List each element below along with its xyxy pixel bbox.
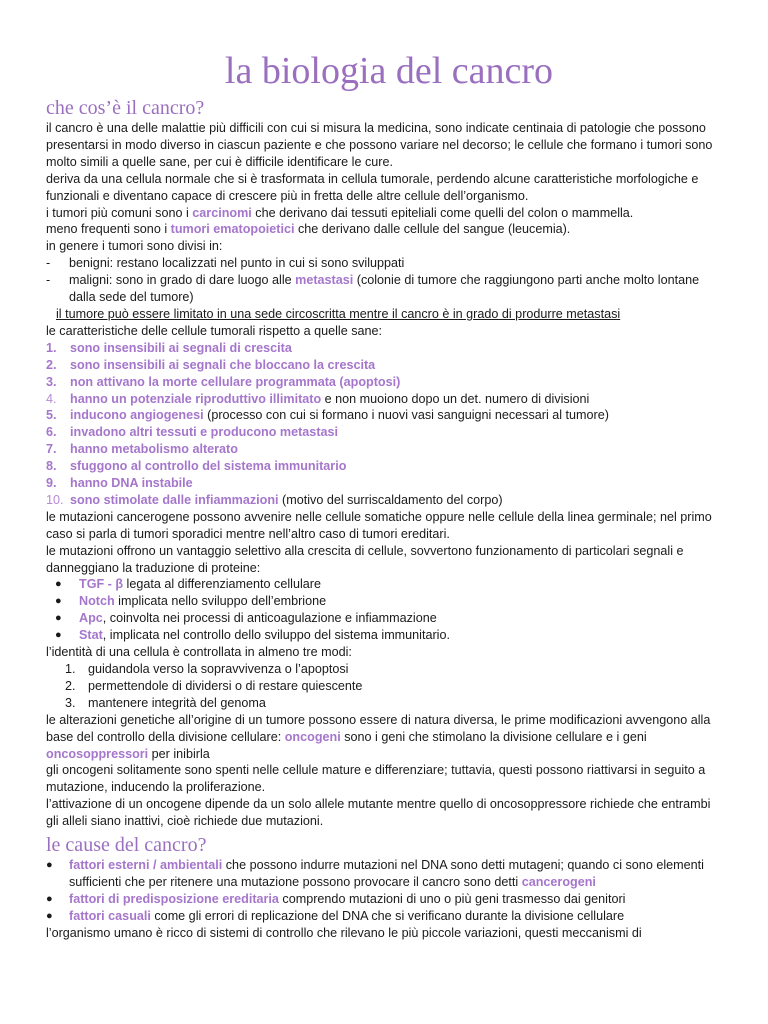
trait-item — [46, 492, 724, 509]
paragraph — [46, 205, 724, 222]
traits-list — [46, 340, 724, 509]
protein-desc: , implicata nel controllo dello sviluppo del sistema immunitario. — [102, 628, 450, 643]
mode-text: permettendole di dividersi o di restare quiescente — [88, 678, 363, 693]
paragraph: gli oncogeni solitamente sono spenti nelle cellule mature e differenziare; tuttavia, questi possono riattivarsi in seguito a mutazione, inducendo la proliferazione. — [46, 763, 706, 795]
highlight-term: oncosoppressori — [46, 746, 149, 761]
text: per inibirla — [148, 746, 210, 761]
text: che derivano dalle cellule del sangue (leucemia). — [294, 222, 571, 237]
causes-list — [46, 857, 724, 925]
protein-desc: legata al differenziamento cellulare — [123, 577, 321, 592]
highlight-term: carcinomi — [192, 205, 252, 220]
cause-label: fattori esterni / ambientali — [69, 858, 223, 873]
bullet-dot: ● — [46, 892, 53, 905]
trait-item — [46, 374, 724, 391]
bullet-dot: ● — [55, 595, 62, 608]
cause-desc: che possono indurre mutazioni nel DNA sono detti mutageni; quando ci sono elementi sufficienti che per ritenere una mutazione possono provocare il cancro sono detti — [69, 858, 704, 889]
trait-label: inducono angiogenesi — [70, 408, 204, 423]
section-heading-what-is-cancer: che cos’è il cancro? — [46, 97, 205, 119]
trait-label: sfuggono al controllo del sistema immunitario — [70, 459, 347, 474]
trait-label: invadono altri tessuti e producono metastasi — [70, 425, 339, 440]
trait-number: 5. — [46, 408, 57, 423]
protein-desc: , coinvolta nei processi di anticoagulazione e infiammazione — [102, 611, 437, 626]
mode-text: mantenere integrità del genoma — [88, 695, 266, 710]
trait-item — [46, 475, 724, 492]
highlight-term: oncogeni — [284, 729, 341, 744]
protein-name: Notch — [79, 594, 115, 609]
trait-label: sono insensibili ai segnali di crescita — [70, 340, 292, 355]
paragraph: le mutazioni cancerogene possono avvenire nelle cellule somatiche oppure nelle cellule della linea germinale; nel primo caso si parla di tumori sporadici mentre nell’altro caso di tumori ereditari. — [46, 509, 712, 541]
text: i tumori più comuni sono i — [46, 205, 193, 220]
proteins-list — [46, 576, 724, 644]
bullet-dot: ● — [46, 859, 53, 872]
trait-number: 4. — [46, 391, 57, 406]
cause-label: fattori casuali — [69, 908, 151, 923]
paragraph: l’attivazione di un oncogene dipende da un solo allele mutante mentre quello di oncosoppressore richiede che entrambi gli alleli siano inattivi, cioè richiede due mutazioni. — [46, 797, 711, 829]
protein-item — [46, 576, 724, 593]
trait-number: 6. — [46, 425, 57, 440]
trait-number: 10. — [46, 492, 64, 507]
mode-item — [46, 695, 724, 712]
paragraph — [46, 712, 724, 763]
text: maligni: sono in grado di dare luogo alle — [69, 273, 296, 288]
mode-number: 2. — [65, 678, 76, 693]
trait-number: 1. — [46, 340, 57, 355]
list-item: - benigni: restano localizzati nel punto in cui si sono sviluppati — [46, 255, 724, 272]
document — [46, 0, 724, 942]
underlined-note — [46, 306, 724, 323]
cause-item — [46, 891, 724, 908]
text: il tumore può essere limitato in una sede circoscritta mentre il cancro è in grado di produrre metastasi — [56, 306, 621, 321]
cause-desc: come gli errori di replicazione del DNA che si verificano durante la divisione cellulare — [150, 908, 625, 923]
trait-item — [46, 424, 724, 441]
paragraph: le caratteristiche delle cellule tumorali rispetto a quelle sane: — [46, 323, 383, 338]
trait-number: 7. — [46, 442, 57, 457]
paragraph: deriva da una cellula normale che si è trasformata in cellula tumorale, perdendo alcune caratteristiche morfologiche e funzionali e diventano capace di crescere più in fretta delle altre cellule dell’organismo. — [46, 171, 699, 203]
identity-modes-list — [46, 661, 724, 712]
trait-number: 9. — [46, 476, 57, 491]
bullet-dot: ● — [46, 909, 53, 922]
trait-item — [46, 407, 724, 424]
trait-number: 3. — [46, 374, 57, 389]
protein-item — [46, 593, 724, 610]
trait-note: (motivo del surriscaldamento del corpo) — [278, 492, 503, 507]
text: meno frequenti sono i — [46, 222, 171, 237]
mode-number: 3. — [65, 695, 76, 710]
cause-label: fattori di predisposizione ereditaria — [69, 891, 279, 906]
paragraph: le mutazioni offrono un vantaggio selettivo alla crescita di cellule, sovvertono funzionamento di particolari segnali e danneggiano la traduzione di proteine: — [46, 543, 684, 575]
paragraph: il cancro è una delle malattie più difficili con cui si misura la medicina, sono indicate centinaia di patologie che possono presentarsi in modo diverso in ciascun paziente e che possono variare nel decorso; le cellule che formano i tumori sono molto simili a quelle sane, per cui è difficile identificare le cure. — [46, 121, 713, 169]
trait-note: (processo con cui si formano i nuovi vasi sanguigni necessari al tumore) — [203, 408, 609, 423]
section-heading-causes: le cause del cancro? — [46, 834, 207, 857]
trait-item — [46, 391, 724, 408]
highlight-term: metastasi — [295, 273, 354, 288]
protein-name: Stat — [79, 628, 103, 643]
trait-label: hanno metabolismo alterato — [70, 442, 238, 457]
mode-text: guidandola verso la sopravvivenza o l’apoptosi — [88, 662, 349, 676]
mode-item — [46, 661, 724, 678]
trait-number: 2. — [46, 357, 57, 372]
cause-item — [46, 908, 724, 925]
cause-desc: comprendo mutazioni di uno o più geni trasmesso dai genitori — [278, 891, 626, 906]
mode-item — [46, 678, 724, 695]
tumor-types-list — [46, 255, 724, 306]
trait-item — [46, 340, 724, 357]
paragraph: in genere i tumori sono divisi in: — [46, 239, 223, 254]
mode-number: 1. — [65, 662, 76, 676]
paragraph: l’identità di una cellula è controllata in almeno tre modi: — [46, 645, 352, 660]
text: (colonie di tumore che raggiungono parti anche molto lontane dalla sede del tumore) — [69, 273, 700, 305]
trait-note: e non muoiono dopo un det. numero di divisioni — [321, 391, 590, 406]
protein-desc: implicata nello sviluppo dell’embrione — [114, 594, 327, 609]
protein-item — [46, 610, 724, 627]
list-item — [46, 272, 724, 306]
page-title: la biologia del cancro — [224, 50, 554, 92]
text: le alterazioni genetiche all’origine di un tumore possono essere di natura diversa, le prime modificazioni avvengono alla base del controllo della divisione cellulare: — [46, 712, 711, 744]
trait-label: hanno DNA instabile — [70, 476, 193, 491]
protein-name: Apc — [79, 611, 103, 626]
trait-item — [46, 441, 724, 458]
bullet-dot: ● — [55, 612, 62, 625]
text: sono i geni che stimolano la divisione cellulare e i geni — [340, 729, 647, 744]
text: che derivano dai tessuti epiteliali come quelli del colon o mammella. — [251, 205, 634, 220]
trait-label: hanno un potenziale riproduttivo illimitato — [70, 391, 322, 406]
paragraph — [46, 221, 724, 238]
trait-label: non attivano la morte cellulare programmata (apoptosi) — [70, 374, 401, 389]
highlight-term: tumori ematopoietici — [170, 222, 295, 237]
bullet-dot: ● — [55, 578, 62, 591]
bullet-dot: ● — [55, 629, 62, 642]
trait-item — [46, 458, 724, 475]
trait-label: sono stimolate dalle infiammazioni — [70, 492, 279, 507]
protein-name: TGF - β — [79, 577, 124, 592]
trait-number: 8. — [46, 459, 57, 474]
cause-item — [46, 857, 724, 891]
paragraph: l’organismo umano è ricco di sistemi di controllo che rilevano le più piccole variazioni, questi meccanismi di — [46, 925, 642, 940]
protein-item — [46, 627, 724, 644]
trait-item — [46, 357, 724, 374]
trait-label: sono insensibili ai segnali che bloccano la crescita — [70, 357, 376, 372]
cause-term: cancerogeni — [521, 874, 596, 889]
